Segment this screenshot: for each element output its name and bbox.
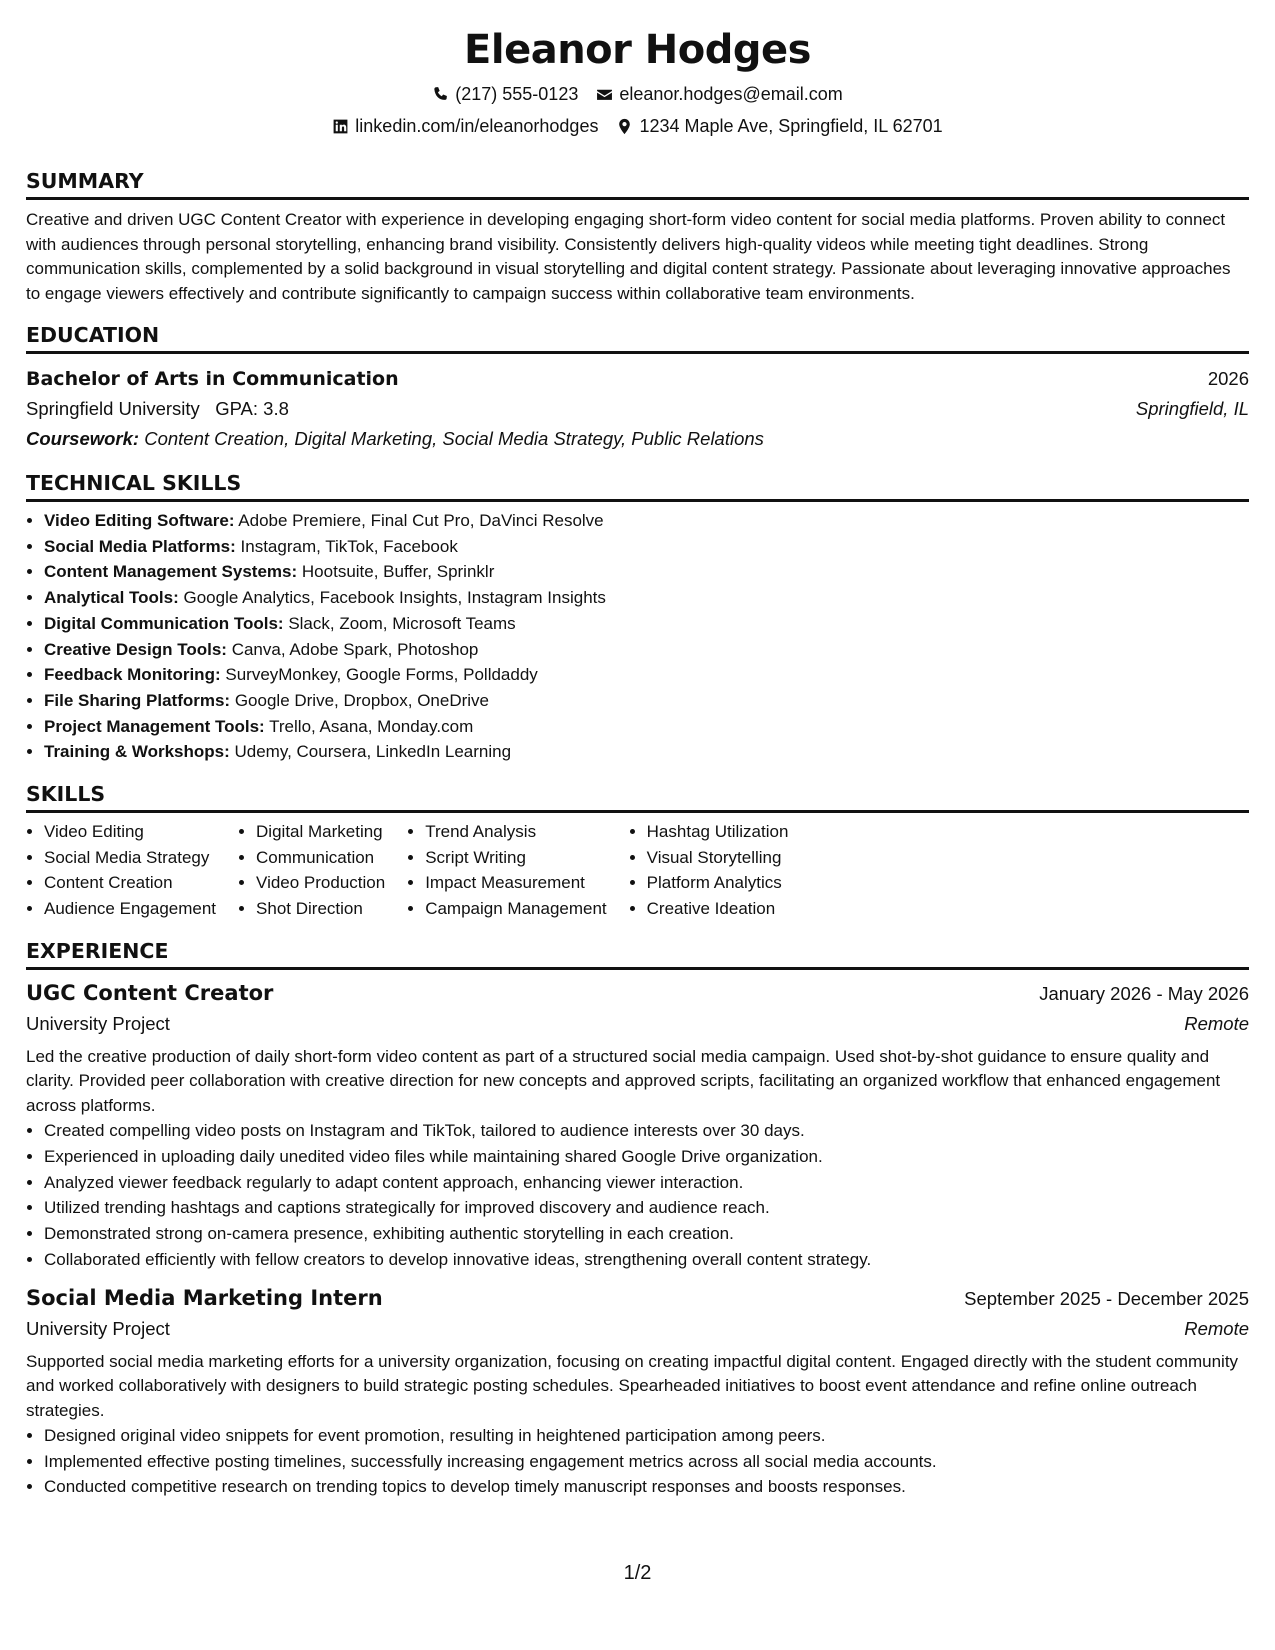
job-dates: January 2026 - May 2026	[1039, 982, 1249, 1004]
skill-values: Instagram, TikTok, Facebook	[240, 536, 458, 556]
job-entry	[26, 978, 1249, 1273]
candidate-name: Eleanor Hodges	[464, 27, 811, 73]
list-item	[44, 611, 1249, 637]
job-org-row	[26, 1314, 1249, 1344]
page-number: 1/2	[623, 1562, 652, 1584]
list-item: • Utilized trending hashtags and captions strategically for improved discovery and audience reach.	[44, 1195, 1249, 1221]
experience-heading: EXPERIENCE	[26, 938, 1249, 970]
job-summary: Led the creative production of daily short-form video content as part of a structured social media campaign. Used shot-by-shot guidance to ensure quality and clarity. Provided peer collaboration with creative direction for new concepts and approved scripts, facilitating an organized workflow that enhanced engagement across platforms.	[26, 1046, 1221, 1115]
contact-address	[616, 114, 942, 138]
list-item	[44, 534, 1249, 560]
list-item: • Platform Analytics	[647, 870, 789, 896]
gpa: GPA: 3.8	[215, 398, 289, 419]
list-item: • Video Production	[256, 870, 385, 896]
list-item: • Collaborated efficiently with fellow creators to develop innovative ideas, strengthening overall content strategy.	[44, 1247, 1249, 1273]
list-item	[44, 688, 1249, 714]
skill-category: Content Management Systems:	[44, 562, 298, 582]
email-text: eleanor.hodges@email.com	[619, 84, 843, 104]
list-item: • Content Creation	[44, 870, 216, 896]
skills-column-4	[629, 819, 789, 922]
skill-values: Trello, Asana, Monday.com	[269, 716, 474, 736]
skill-values: Google Drive, Dropbox, OneDrive	[234, 690, 489, 710]
list-item: • Visual Storytelling	[647, 845, 789, 871]
skill-category: Social Media Platforms:	[44, 536, 236, 556]
list-item	[44, 508, 1249, 534]
linkedin-icon	[332, 118, 349, 135]
list-item: • Shot Direction	[256, 896, 385, 922]
skills-column-2	[238, 819, 385, 922]
job-org: University Project	[26, 1012, 170, 1034]
list-item: • Video Editing	[44, 819, 216, 845]
resume-page	[26, 0, 1249, 1500]
address-text: 1234 Maple Ave, Springfield, IL 62701	[639, 116, 943, 136]
education-degree-row	[26, 364, 1249, 394]
list-item	[44, 714, 1249, 740]
list-item: • Digital Marketing	[256, 819, 385, 845]
job-org-row	[26, 1009, 1249, 1039]
education-section	[26, 322, 1249, 454]
phone-icon	[432, 86, 449, 103]
technical-skills-heading: TECHNICAL SKILLS	[26, 470, 1249, 502]
skill-category: Video Editing Software:	[44, 511, 235, 530]
technical-skills-section	[26, 470, 1249, 765]
school-info	[26, 394, 289, 424]
job-dates: September 2025 - December 2025	[964, 1287, 1249, 1309]
skill-values: Udemy, Coursera, LinkedIn Learning	[234, 742, 512, 762]
job-entry	[26, 1283, 1249, 1501]
job-title-row	[26, 978, 1249, 1009]
skill-values: Hootsuite, Buffer, Sprinklr	[301, 562, 495, 582]
list-item: • Created compelling video posts on Instagram and TikTok, tailored to audience interests over 30 days.	[44, 1118, 1249, 1144]
job-title: UGC Content Creator	[26, 980, 274, 1005]
skills-column-1	[26, 819, 216, 922]
coursework-text: Content Creation, Digital Marketing, Social Media Strategy, Public Relations	[144, 428, 764, 449]
job-location: Remote	[1184, 1012, 1249, 1034]
job-org: University Project	[26, 1317, 170, 1339]
list-item: • Script Writing	[425, 845, 606, 871]
phone-text: (217) 555-0123	[455, 84, 579, 104]
skill-category: File Sharing Platforms:	[44, 690, 231, 710]
skill-category: Project Management Tools:	[44, 716, 265, 736]
school-name: Springfield University	[26, 398, 200, 419]
list-item: • Hashtag Utilization	[647, 819, 789, 845]
job-bullets	[26, 1423, 1249, 1500]
skills-column-3	[407, 819, 606, 922]
degree-title: Bachelor of Arts in Communication	[26, 368, 399, 390]
list-item	[44, 662, 1249, 688]
contact-email[interactable]	[596, 82, 842, 106]
skill-values: Canva, Adobe Spark, Photoshop	[231, 639, 479, 659]
contact-phone	[432, 82, 578, 106]
job-summary: Supported social media marketing efforts for a university organization, focusing on creating impactful digital content. Engaged directly with the student community and worked collaboratively with designers to build strategic posting schedules. Spearheaded initiatives to boost event attendance and refine online outreach strategies.	[26, 1351, 1239, 1420]
list-item: • Trend Analysis	[425, 819, 606, 845]
technical-skills-list	[26, 508, 1249, 765]
list-item	[44, 637, 1249, 663]
skills-heading: SKILLS	[26, 781, 1249, 813]
linkedin-text: linkedin.com/in/eleanorhodges	[355, 116, 599, 136]
contact-linkedin[interactable]	[332, 114, 598, 138]
map-pin-icon	[616, 118, 633, 135]
job-title: Social Media Marketing Intern	[26, 1285, 383, 1310]
coursework-label: Coursework:	[26, 428, 140, 449]
list-item: • Campaign Management	[425, 896, 606, 922]
skill-category: Feedback Monitoring:	[44, 665, 221, 685]
list-item: • Conducted competitive research on trending topics to develop timely manuscript responses and boosts responses.	[44, 1474, 1249, 1500]
experience-section	[26, 938, 1249, 1500]
list-item: • Demonstrated strong on-camera presence, exhibiting authentic storytelling in each creation.	[44, 1221, 1249, 1247]
contact-line-1	[26, 82, 1249, 106]
list-item: • Experienced in uploading daily unedited video files while maintaining shared Google Drive organization.	[44, 1144, 1249, 1170]
school-location: Springfield, IL	[1135, 398, 1249, 419]
skills-section	[26, 781, 1249, 922]
list-item	[44, 559, 1249, 585]
summary-heading: SUMMARY	[26, 168, 1249, 200]
skill-category: Analytical Tools:	[44, 588, 179, 608]
summary-text: Creative and driven UGC Content Creator with experience in developing engaging short-form video content for social media platforms. Proven ability to connect with audiences through personal storytelling, enhancing brand visibility. Consistently delivers high-quality videos while meeting tight deadlines. Strong communication skills, complemented by a solid background in visual storytelling and digital content strategy. Passionate about leveraging innovative approaches to engage viewers effectively and contribute significantly to campaign success within collaborative team environments.	[26, 210, 1231, 303]
list-item	[44, 739, 1249, 765]
skill-values: Slack, Zoom, Microsoft Teams	[288, 613, 516, 633]
list-item: • Impact Measurement	[425, 870, 606, 896]
list-item: • Communication	[256, 845, 385, 871]
list-item: • Implemented effective posting timelines, successfully increasing engagement metrics across all social media accounts.	[44, 1449, 1249, 1475]
education-heading: EDUCATION	[26, 322, 1249, 354]
skill-category: Creative Design Tools:	[44, 639, 227, 659]
list-item: • Social Media Strategy	[44, 845, 216, 871]
skill-values: Adobe Premiere, Final Cut Pro, DaVinci Resolve	[238, 511, 604, 530]
coursework-row	[26, 424, 1249, 454]
skill-category: Training & Workshops:	[44, 742, 230, 762]
envelope-icon	[596, 86, 613, 103]
list-item: • Audience Engagement	[44, 896, 216, 922]
job-title-row	[26, 1283, 1249, 1314]
skill-category: Digital Communication Tools:	[44, 613, 284, 633]
list-item: • Designed original video snippets for event promotion, resulting in heightened participation among peers.	[44, 1423, 1249, 1449]
list-item: • Analyzed viewer feedback regularly to adapt content approach, enhancing viewer interaction.	[44, 1170, 1249, 1196]
list-item: • Creative Ideation	[647, 896, 789, 922]
job-location: Remote	[1184, 1317, 1249, 1339]
list-item	[44, 585, 1249, 611]
job-bullets	[26, 1118, 1249, 1272]
graduation-year: 2026	[1207, 368, 1249, 389]
skills-grid	[26, 819, 1249, 922]
education-school-row	[26, 394, 1249, 424]
skill-values: Google Analytics, Facebook Insights, Instagram Insights	[183, 588, 606, 608]
contact-line-2	[26, 114, 1249, 138]
skill-values: SurveyMonkey, Google Forms, Polldaddy	[225, 665, 538, 685]
